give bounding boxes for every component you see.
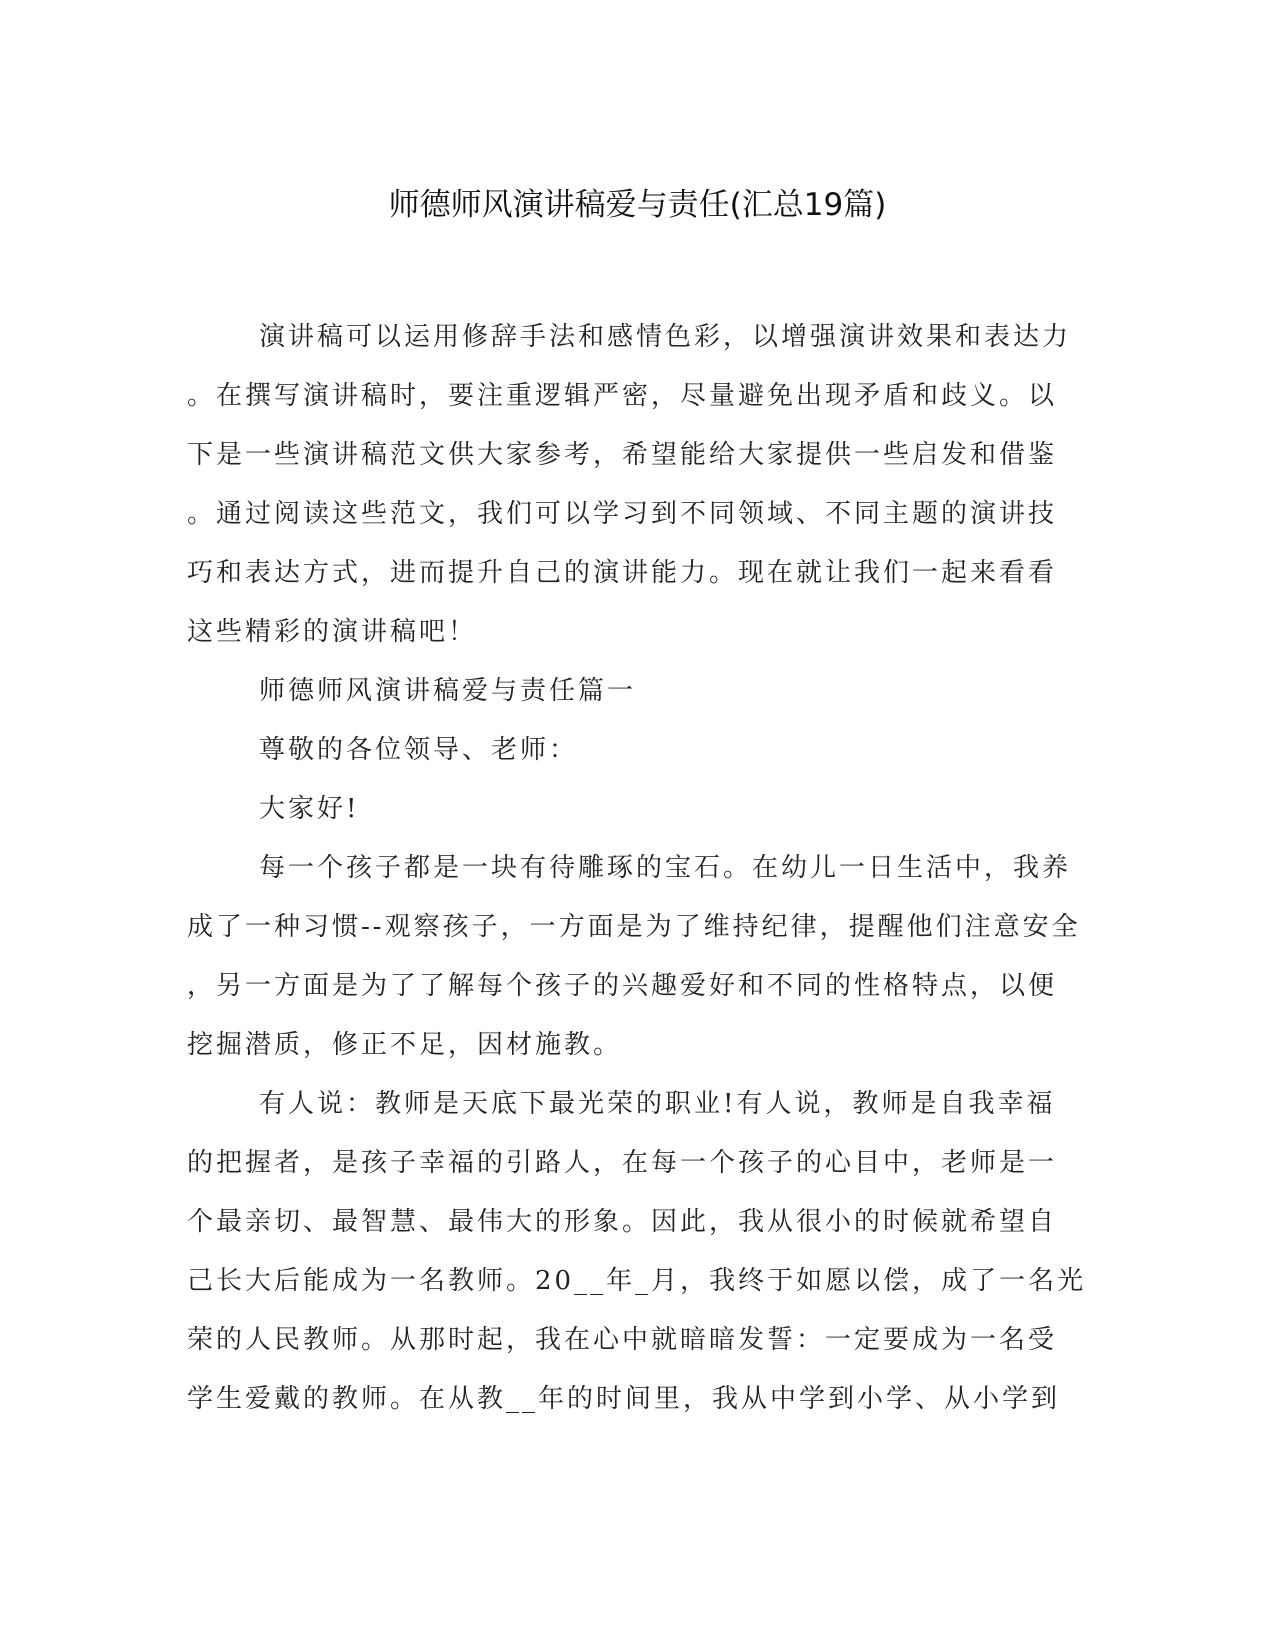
para1-line-2: 成了一种习惯--观察孩子，一方面是为了维持纪律，提醒他们注意安全 [187,912,1081,942]
para1-line-4: 挖掘潜质，修正不足，因材施教。 [187,1030,623,1060]
greeting: 大家好! [259,794,360,824]
intro-line-6: 这些精彩的演讲稿吧！ [187,617,478,647]
salutation: 尊敬的各位领导、老师： [259,735,579,765]
intro-line-3: 下是一些演讲稿范文供大家参考，希望能给大家提供一些启发和借鉴 [187,440,1058,470]
para2-line-4: 己长大后能成为一名教师。20__年_月，我终于如愿以偿，成了一名光 [187,1266,1087,1296]
para2-line-6: 学生爱戴的教师。在从教__年的时间里，我从中学到小学、从小学到 [187,1384,1061,1414]
intro-line-4: 。通过阅读这些范文，我们可以学习到不同领域、不同主题的演讲技 [187,499,1058,529]
intro-line-2: 。在撰写演讲稿时，要注重逻辑严密，尽量避免出现矛盾和歧义。以 [187,381,1058,411]
para2-line-1: 有人说：教师是天底下最光荣的职业!有人说，教师是自我幸福 [259,1089,1056,1119]
document-title: 师德师风演讲稿爱与责任(汇总19篇) [388,187,887,223]
para2-line-5: 荣的人民教师。从那时起，我在心中就暗暗发誓：一定要成为一名受 [187,1325,1058,1355]
intro-line-1: 演讲稿可以运用修辞手法和感情色彩，以增强演讲效果和表达力 [259,322,1072,352]
para1-line-1: 每一个孩子都是一块有待雕琢的宝石。在幼儿一日生活中，我养 [259,853,1072,883]
intro-line-5: 巧和表达方式，进而提升自己的演讲能力。现在就让我们一起来看看 [187,558,1058,588]
section-heading: 师德师风演讲稿爱与责任篇一 [259,676,637,706]
para2-line-3: 个最亲切、最智慧、最伟大的形象。因此，我从很小的时候就希望自 [187,1207,1058,1237]
para1-line-3: ，另一方面是为了了解每个孩子的兴趣爱好和不同的性格特点，以便 [187,971,1058,1001]
para2-line-2: 的把握者，是孩子幸福的引路人，在每一个孩子的心目中，老师是一 [187,1148,1058,1178]
